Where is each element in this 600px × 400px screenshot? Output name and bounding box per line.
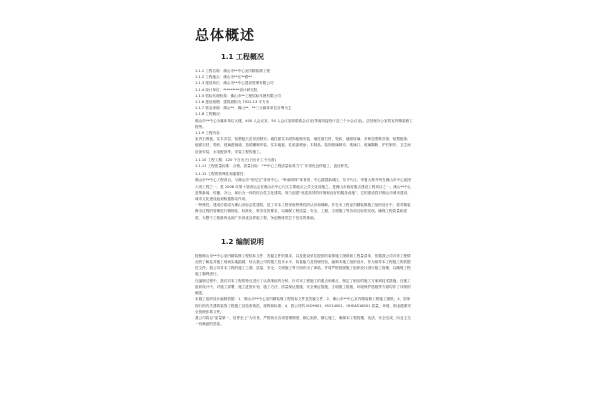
document-page	[195, 28, 413, 400]
paragraph-line: 按照佛山市**中心室内精装修工程招标文件、答疑文件的要求，以及建设单位提供的装饰施工图纸和工程量清单，依据我公司对该工程情况的了解及对施工现场实地踏勘，结合我公司的施工技术水平、装备能力及管理经验，编制本施工组织设计，作为指导本工程施工的依据性文件。我公司对本工程的施工工期、质量、安全、文明施工等方面作出了承诺，并将严格按照施工组织设计进行施工管理，以确保工程施工顺利进行。	[195, 253, 411, 277]
paragraph-line: 室内石膏板、实木多层、铝塑板天花吊顶制安；墙柱面实木面饰板制安装、墙柱面石材、瓷砖、墙面玻璃、多种造型吸音饰、铝塑板饰；地面石材、瓷砖、玻璃透镜墙、造的罐制安装、实木地板、乳胶漆喷涂；木制品、装饰玻璃制安；玻璃门、玻璃隔断、护栏制安；卫生间设备安装、水电配套等，安装工程的施工。	[195, 137, 411, 154]
paragraph-line: 1.1.11 工程质量标准：合格，质量目标：“**中心工程质量标准力”广东省优良样板工，创佳杯奖。	[195, 164, 352, 169]
paragraph-line: 1.1.6 建设规模：建筑面积为 7922.13 平方米	[195, 100, 270, 105]
paragraph-line: 在编制过程中，我们对本工程的特点进行了认真细致的分析，针对本工程施工的重点和难点，制定了相应的施工方案和技术措施。在施工组织设计中，对施工部署、施工进度计划、施工方法、质量保证措施、安全保证措施、文明施工措施、环境保护措施等方面均作了详细的阐述。	[195, 278, 411, 296]
paragraph-line: 1.1.7 资金来源：佛山**、佛山**、**三大媒体单位自筹为主	[195, 106, 292, 111]
paragraph-line: 1.1.2 工程地点：佛山市**区**路**	[195, 75, 253, 80]
paragraph-line: 我公司将以“质量第一、信誉至上”为宗旨，严格执行各项管理制度，精心组织，精心施工，确保本工程按期、优质、安全完成，向业主交一份满意的答卷。	[195, 315, 411, 327]
paragraph-line: 一特殊性，建成后将成为佛山市标志性建筑，是了对本工程采取特殊性的认识和理解。并在本工程室内精装修施工组织设计中，将对精装修全过程的管理进行精细化、标准化、科学化的要求，以确保工程质量、安全、工期、文明施工等各项目标的实现。确保工程质量和进度，为整个工程最终达到广东省优良样板工程，争创鲁班奖打下坚实的基础。	[195, 203, 411, 220]
paragraph-line: 1.1.3 建设单位：佛山市**中心建设管理有限公司	[195, 81, 274, 86]
paragraph-line: 本施工组织设计编制依据：1、佛山市**中心室内精装修工程招标文件及答疑文件；2、佛山市**中心室内精装修工程施工图纸；3、国家现行的有关建筑装饰工程施工及验收规范、规程和标准；4、我公司的 ISO9001、ISO14001、OHSAS18001 质量、环境、职业健康安全管理体系文件。	[195, 297, 412, 314]
paragraph-line: 1.1.10 工程工期：120 个日历天(日历计工令为准)	[195, 157, 276, 162]
paragraph-line: 1.1.9 工程内容：	[195, 131, 224, 136]
paragraph-line: 1.1.12 工程的特殊性和重要性：	[195, 172, 248, 177]
paragraph-line: 佛山市**中心工程项目，与佛山市“世纪宝”体育中心、“岭南明珠”体育馆、中心德国新城区、东平片区、华夏大桥并列在佛山市中心组团六项工程之一，是 2006 年第十届省运会在佛山市中心片区主要地点公共文化设施之，是佛山市政府重点建设工程项目之一。佛山**中心是集新闻、传播、办公、演出为一体的综合性文化建筑。努力创建“优质高效的环境和良好的服务设施”，它的建成将对佛山市城市建设、城市文化建设起到积极推动作用。	[195, 178, 412, 202]
paragraph-line: 1.1.1 工程名称：佛山市**中心室内精装修工程	[195, 69, 270, 73]
paragraph-line: 1.1.5 招标代理机构：佛山市**工程招标代理有限公司	[195, 93, 281, 98]
section-2-heading: 1.2 编制说明	[221, 237, 264, 246]
paragraph-line: 1.1.4 设计单位：*********设计研究院	[195, 87, 258, 92]
paragraph-line: 1.1.8 工程概况：	[195, 112, 224, 117]
section-1-body	[195, 68, 413, 221]
paragraph-line: 佛山市**中心为媒体单位大楼，400 人会议室、50 人会议室即联系会议室(等离线接待厅及三个小会议室)。总经理办公室的室内精装修工程等。	[195, 118, 413, 129]
document-title: 总体概述	[195, 28, 255, 44]
section-2-body	[195, 253, 413, 327]
section-1-heading: 1.1 工程概况	[221, 53, 264, 61]
